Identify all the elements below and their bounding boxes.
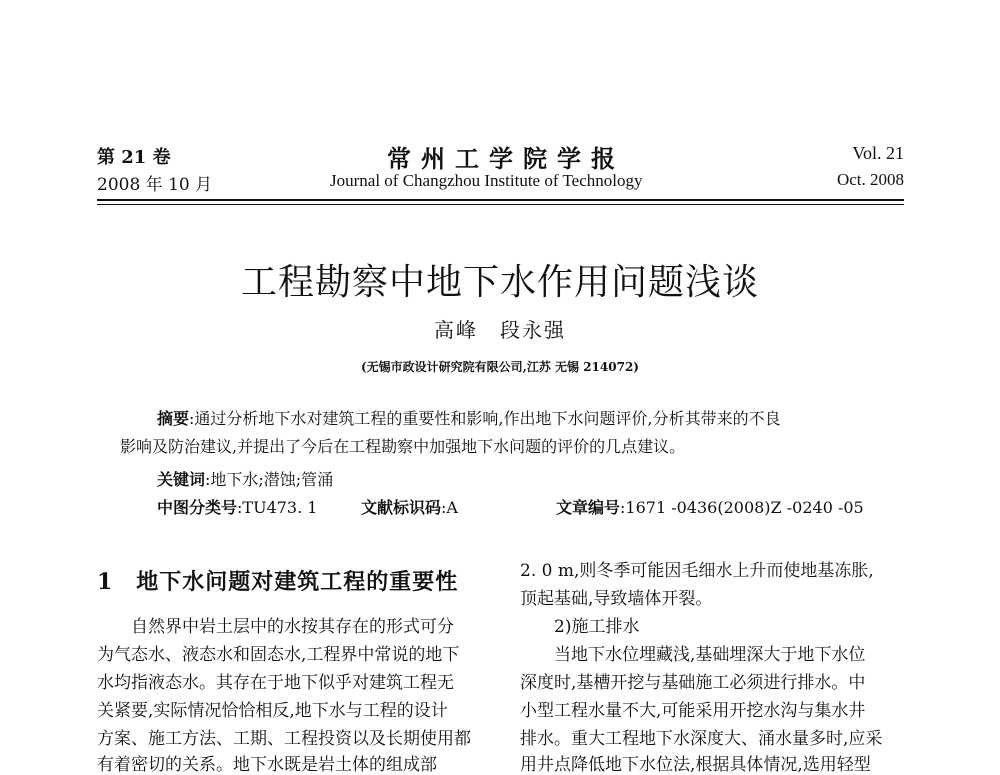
left-column-line: 关紧要,实际情况恰恰相反,地下水与工程的设计 — [97, 701, 448, 721]
abstract-line-1 — [157, 406, 781, 429]
keywords — [157, 467, 333, 490]
classification-number — [157, 495, 317, 518]
article-number-label: 文章编号 — [556, 498, 621, 517]
header-rule-thick — [97, 199, 904, 201]
date-en: Oct. 2008 — [836, 170, 904, 189]
document-code — [361, 495, 458, 518]
right-column-line: 当地下水位埋藏浅,基础埋深大于地下水位 — [520, 645, 866, 665]
journal-name-cn: 常州工学院学报 — [387, 144, 625, 173]
classification-value: :TU473. 1 — [237, 498, 318, 517]
right-column-line: 2)施工排水 — [520, 617, 640, 637]
volume-cn: 第 21 卷 — [97, 147, 171, 168]
document-code-label: 文献标识码 — [361, 498, 442, 517]
date-cn: 2008 年 10 月 — [97, 175, 213, 195]
section-1-title: 1 地下水问题对建筑工程的重要性 — [97, 569, 459, 595]
article-authors: 高峰 段永强 — [434, 318, 566, 342]
abstract-text-1: :通过分析地下水对建筑工程的重要性和影响,作出地下水问题评价,分析其带来的不良 — [189, 409, 781, 428]
right-column-line: 小型工程水量不大,可能采用开挖水沟与集水井 — [520, 701, 866, 721]
journal-name-en: Journal of Changzhou Institute of Technology — [330, 171, 643, 190]
right-column-line: 2. 0 m,则冬季可能因毛细水上升而使地基冻胀, — [520, 561, 874, 581]
classification-label: 中图分类号 — [157, 498, 238, 517]
abstract-line-2: 影响及防治建议,并提出了今后在工程勘察中加强地下水问题的评价的几点建议。 — [120, 437, 686, 456]
article-title: 工程勘察中地下水作用问题浅谈 — [240, 262, 759, 303]
left-column-line: 自然界中岩土层中的水按其存在的形式可分 — [97, 617, 454, 637]
article-number — [556, 495, 864, 518]
keywords-label: 关键词 — [157, 470, 206, 489]
document-code-value: :A — [441, 498, 458, 517]
header-rule-thin — [97, 204, 904, 205]
article-number-value: :1671 -0436(2008)Z -0240 -05 — [620, 498, 864, 517]
right-column-line: 用井点降低地下水位法,根据具体情况,选用轻型 — [520, 755, 871, 775]
left-column-line: 水均指液态水。其存在于地下似乎对建筑工程无 — [97, 673, 454, 693]
left-column-line: 方案、施工方法、工期、工程投资以及长期使用都 — [97, 729, 471, 749]
right-column-line: 排水。重大工程地下水深度大、涌水量多时,应采 — [520, 729, 883, 749]
right-column-line: 顶起基础,导致墙体开裂。 — [520, 589, 713, 609]
abstract-label: 摘要 — [157, 409, 190, 428]
left-column-line: 有着密切的关系。地下水既是岩土体的组成部 — [97, 755, 437, 775]
left-column-line: 为气态水、液态水和固态水,工程界中常说的地下 — [97, 645, 460, 665]
article-affiliation: (无锡市政设计研究院有限公司,江苏 无锡 214072) — [361, 360, 639, 374]
volume-en: Vol. 21 — [852, 143, 904, 163]
right-column-line: 深度时,基槽开挖与基础施工必须进行排水。中 — [520, 673, 866, 693]
keywords-text: :地下水;潜蚀;管涌 — [205, 470, 334, 489]
